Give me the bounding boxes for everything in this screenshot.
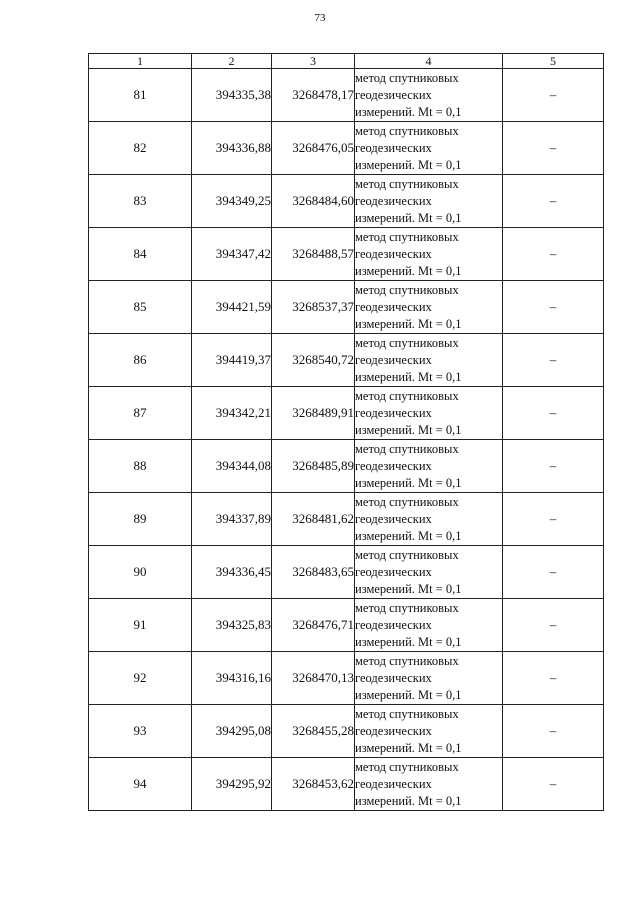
method-cell (355, 546, 503, 599)
coordinates-table (88, 53, 604, 811)
method-line-3: измерений. Mt = 0,1 (355, 157, 462, 172)
point-number: 81 (89, 69, 192, 122)
table-row (89, 546, 604, 599)
point-number: 90 (89, 546, 192, 599)
table-row (89, 175, 604, 228)
note-cell: – (503, 705, 604, 758)
table-row (89, 493, 604, 546)
method-line-1: метод спутниковых (355, 335, 459, 350)
coordinate-y: 3268470,13 (272, 652, 355, 705)
coordinate-x: 394295,08 (192, 705, 272, 758)
note-cell: – (503, 228, 604, 281)
method-line-1: метод спутниковых (355, 600, 459, 615)
method-line-2: геодезических (355, 299, 432, 314)
method-line-1: метод спутниковых (355, 70, 459, 85)
method-line-3: измерений. Mt = 0,1 (355, 687, 462, 702)
method-line-2: геодезических (355, 670, 432, 685)
point-number: 87 (89, 387, 192, 440)
coordinate-y: 3268489,91 (272, 387, 355, 440)
method-line-1: метод спутниковых (355, 759, 459, 774)
method-line-3: измерений. Mt = 0,1 (355, 528, 462, 543)
coordinate-x: 394295,92 (192, 758, 272, 811)
note-cell: – (503, 493, 604, 546)
method-cell (355, 69, 503, 122)
column-header-3: 3 (272, 54, 355, 69)
column-header-4: 4 (355, 54, 503, 69)
method-cell (355, 705, 503, 758)
coordinate-y: 3268453,62 (272, 758, 355, 811)
method-line-1: метод спутниковых (355, 388, 459, 403)
table-row (89, 599, 604, 652)
point-number: 83 (89, 175, 192, 228)
method-line-3: измерений. Mt = 0,1 (355, 634, 462, 649)
coordinate-x: 394347,42 (192, 228, 272, 281)
method-line-1: метод спутниковых (355, 494, 459, 509)
method-line-2: геодезических (355, 246, 432, 261)
note-cell: – (503, 652, 604, 705)
method-cell (355, 440, 503, 493)
coordinate-y: 3268485,89 (272, 440, 355, 493)
table-header-row (89, 54, 604, 69)
method-cell (355, 652, 503, 705)
table-row (89, 122, 604, 175)
method-cell (355, 493, 503, 546)
note-cell: – (503, 546, 604, 599)
column-header-5: 5 (503, 54, 604, 69)
method-line-2: геодезических (355, 140, 432, 155)
coordinate-y: 3268476,71 (272, 599, 355, 652)
coordinate-y: 3268483,65 (272, 546, 355, 599)
point-number: 88 (89, 440, 192, 493)
note-cell: – (503, 758, 604, 811)
method-line-3: измерений. Mt = 0,1 (355, 210, 462, 225)
method-line-1: метод спутниковых (355, 441, 459, 456)
coordinate-x: 394335,38 (192, 69, 272, 122)
note-cell: – (503, 175, 604, 228)
method-line-3: измерений. Mt = 0,1 (355, 104, 462, 119)
note-cell: – (503, 599, 604, 652)
method-line-3: измерений. Mt = 0,1 (355, 740, 462, 755)
coordinate-x: 394349,25 (192, 175, 272, 228)
coordinate-x: 394336,88 (192, 122, 272, 175)
table-row (89, 281, 604, 334)
note-cell: – (503, 281, 604, 334)
method-cell (355, 334, 503, 387)
point-number: 91 (89, 599, 192, 652)
method-line-2: геодезических (355, 511, 432, 526)
method-line-1: метод спутниковых (355, 229, 459, 244)
table-row (89, 758, 604, 811)
method-line-1: метод спутниковых (355, 547, 459, 562)
coordinate-x: 394419,37 (192, 334, 272, 387)
coordinate-y: 3268476,05 (272, 122, 355, 175)
column-header-1: 1 (89, 54, 192, 69)
coordinate-y: 3268478,17 (272, 69, 355, 122)
coordinate-x: 394344,08 (192, 440, 272, 493)
coordinate-y: 3268484,60 (272, 175, 355, 228)
method-cell (355, 281, 503, 334)
note-cell: – (503, 69, 604, 122)
method-line-3: измерений. Mt = 0,1 (355, 475, 462, 490)
method-line-2: геодезических (355, 193, 432, 208)
coordinate-x: 394316,16 (192, 652, 272, 705)
coordinate-x: 394336,45 (192, 546, 272, 599)
method-line-3: измерений. Mt = 0,1 (355, 793, 462, 808)
method-line-2: геодезических (355, 352, 432, 367)
method-cell (355, 599, 503, 652)
method-line-2: геодезических (355, 405, 432, 420)
coordinate-y: 3268537,37 (272, 281, 355, 334)
method-line-3: измерений. Mt = 0,1 (355, 581, 462, 596)
note-cell: – (503, 387, 604, 440)
point-number: 89 (89, 493, 192, 546)
method-line-2: геодезических (355, 617, 432, 632)
method-line-3: измерений. Mt = 0,1 (355, 369, 462, 384)
method-line-1: метод спутниковых (355, 706, 459, 721)
table-row (89, 334, 604, 387)
coordinate-x: 394325,83 (192, 599, 272, 652)
note-cell: – (503, 334, 604, 387)
note-cell: – (503, 122, 604, 175)
table-row (89, 705, 604, 758)
coordinate-y: 3268488,57 (272, 228, 355, 281)
point-number: 93 (89, 705, 192, 758)
method-line-1: метод спутниковых (355, 123, 459, 138)
coordinate-x: 394342,21 (192, 387, 272, 440)
point-number: 86 (89, 334, 192, 387)
method-line-2: геодезических (355, 723, 432, 738)
method-line-2: геодезических (355, 87, 432, 102)
method-line-1: метод спутниковых (355, 176, 459, 191)
method-line-1: метод спутниковых (355, 653, 459, 668)
point-number: 85 (89, 281, 192, 334)
column-header-2: 2 (192, 54, 272, 69)
point-number: 84 (89, 228, 192, 281)
method-line-2: геодезических (355, 458, 432, 473)
method-line-1: метод спутниковых (355, 282, 459, 297)
coordinate-y: 3268455,28 (272, 705, 355, 758)
method-line-3: измерений. Mt = 0,1 (355, 316, 462, 331)
page-number: 73 (314, 12, 326, 24)
table-row (89, 228, 604, 281)
method-cell (355, 175, 503, 228)
coordinate-x: 394421,59 (192, 281, 272, 334)
note-cell: – (503, 440, 604, 493)
method-cell (355, 122, 503, 175)
method-cell (355, 387, 503, 440)
method-cell (355, 758, 503, 811)
coordinate-y: 3268481,62 (272, 493, 355, 546)
method-line-3: измерений. Mt = 0,1 (355, 422, 462, 437)
method-cell (355, 228, 503, 281)
table-row (89, 69, 604, 122)
method-line-2: геодезических (355, 564, 432, 579)
point-number: 92 (89, 652, 192, 705)
point-number: 82 (89, 122, 192, 175)
table-row (89, 440, 604, 493)
coordinate-x: 394337,89 (192, 493, 272, 546)
table-row (89, 387, 604, 440)
point-number: 94 (89, 758, 192, 811)
table-row (89, 652, 604, 705)
coordinate-y: 3268540,72 (272, 334, 355, 387)
method-line-2: геодезических (355, 776, 432, 791)
method-line-3: измерений. Mt = 0,1 (355, 263, 462, 278)
